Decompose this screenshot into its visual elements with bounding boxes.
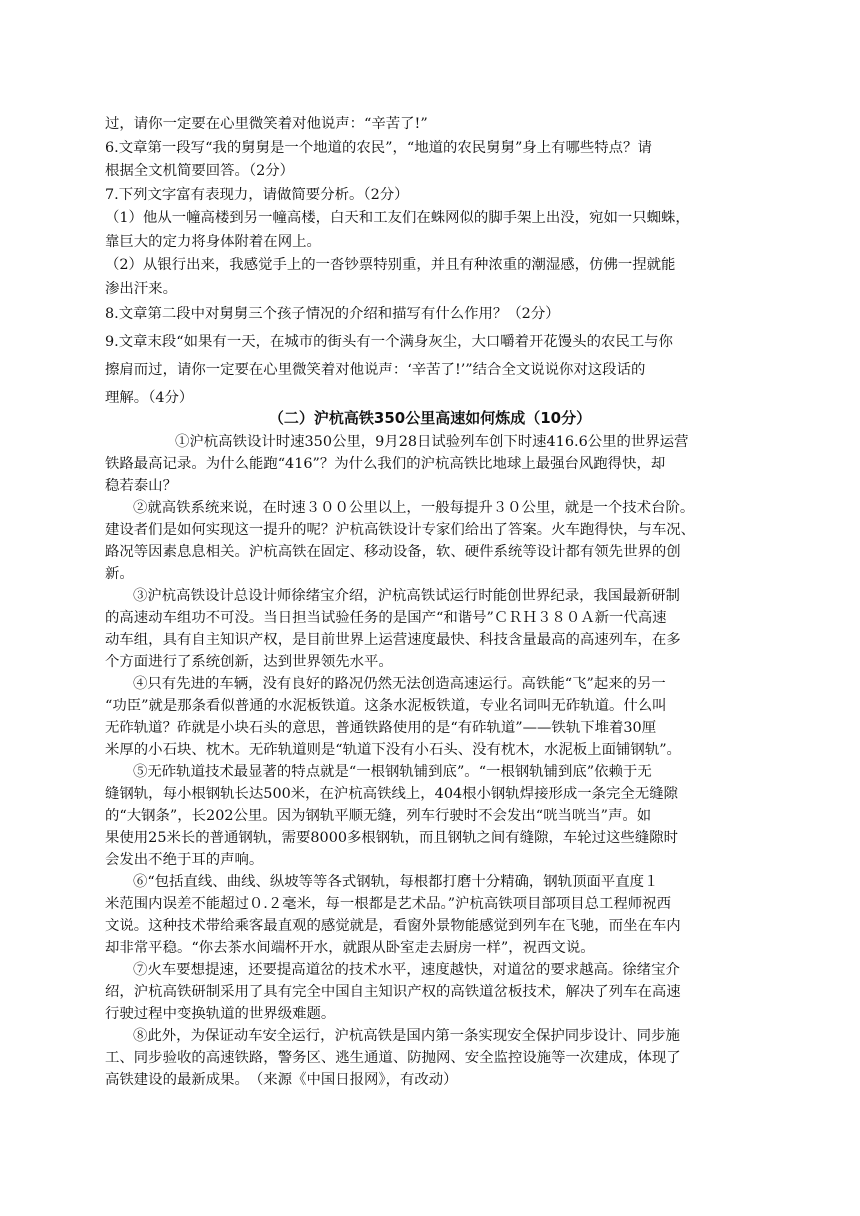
paragraph-7-line-1: ⑦火车要想提速，还要提高道岔的技术水平，速度越快，对道岔的要求越高。徐绪宝介 — [133, 962, 680, 978]
paragraph-3-line-4: 个方面进行了系统创新，达到世界领先水平。 — [105, 654, 393, 670]
question-7-1-line-2: 靠巨大的定力将身体附着在网上。 — [105, 233, 321, 250]
paragraph-7-line-3: 行驶过程中变换轨道的世界级难题。 — [105, 1006, 336, 1022]
question-6-line-2: 根据全文机简要回答。（2分） — [105, 163, 295, 179]
paragraph-4-line-3: 无砟轨道？砟就是小块石头的意思，普通铁路使用的是“有砟轨道”——铁轨下堆着30厘 — [105, 720, 657, 736]
paragraph-2-line-4: 新。 — [105, 566, 134, 582]
paragraph-2-line-2: 建设者们是如何实现这一提升的呢？沪杭高铁设计专家们给出了答案。火车跑得快，与车况、 — [105, 522, 696, 538]
paragraph-1-line-3: 稳若泰山？ — [105, 478, 177, 494]
question-7-1-line-1: （1）他从一幢高楼到另一幢高楼，白天和工友们在蛛网似的脚手架上出没，宛如一只蜘蛛， — [105, 210, 690, 226]
question-6-line-1: 6.文章第一段写“我的舅舅是一个地道的农民”，“地道的农民舅舅”身上有哪些特点？请 — [105, 139, 652, 156]
question-9-line-1: 9.文章末段“如果有一天，在城市的街头有一个满身灰尘，大口嚼着开花馒头的农民工与你 — [105, 334, 673, 350]
question-9-line-2: 擦肩而过，请你一定要在心里微笑着对他说声：‘辛苦了!’”结合全文说说你对这段话的 — [105, 362, 646, 378]
paragraph-4-line-2: “功臣”就是那条看似普通的水泥板铁道。这条水泥板铁道，专业名词叫无砟轨道。什么叫 — [105, 698, 667, 714]
paragraph-2-line-3: 路况等因素息息相关。沪杭高铁在固定、移动设备，软、硬件系统等设计都有领先世界的创 — [105, 544, 681, 560]
paragraph-5-line-4: 果使用25米长的普通钢轨，需要8000多根钢轨，而且钢轨之间有缝隙，车轮过这些缝隙时 — [105, 830, 678, 846]
paragraph-5-line-2: 缝钢轨，每小根钢轨长达500米，在沪杭高铁线上，404根小钢轨焊接形成一条完全无缝隙 — [105, 786, 678, 802]
paragraph-6-line-2: 米范围内误差不能超过０.２毫米，每一根都是艺术品。”沪杭高铁项目部项目总工程师祝西 — [105, 896, 671, 912]
paragraph-8-line-2: 工、同步验收的高速铁路，警务区、逃生通道、防抛网、安全监控设施等一次建成，体现了 — [105, 1050, 681, 1066]
paragraph-4-line-4: 米厚的小石块、枕木。无砟轨道则是“轨道下没有小石头、没有枕木，水泥板上面铺钢轨”。 — [105, 742, 681, 758]
questions-block — [105, 113, 755, 412]
paragraph-1-line-2: 铁路最高记录。为什么能跑“416”？为什么我们的沪杭高铁比地球上最强台风跑得快，却 — [105, 456, 666, 472]
paragraph-6-line-1: ⑥“包括直线、曲线、纵坡等等各式钢轨，每根都打磨十分精确，钢轨顶面平直度１ — [133, 874, 659, 890]
paragraph-8-line-3: 高铁建设的最新成果。 （来源《中国日报网》，有改动） — [105, 1072, 458, 1088]
paragraph-5-line-3: 的“大钢条”，长202公里。因为钢轨平顺无缝，列车行驶时不会发出“咣当咣当”声。如 — [105, 808, 652, 824]
question-9-line-3: 理解。（4分） — [105, 390, 194, 406]
paragraph-2-line-1: ②就高铁系统来说，在时速３００公里以上，一般每提升３０公里，就是一个技术台阶。 — [133, 500, 695, 516]
paragraph-1-line-1: ①沪杭高铁设计时速350公里，9月28日试验列车创下时速416.6公里的世界运营 — [175, 434, 689, 450]
section-title: （二）沪杭高铁350公里高速如何炼成（10分） — [268, 409, 592, 427]
paragraph-4-line-1: ④只有先进的车辆，没有良好的路况仍然无法创造高速运行。高铁能“飞”起来的另一 — [133, 676, 666, 692]
paragraph-8-line-1: ⑧此外，为保证动车安全运行，沪杭高铁是国内第一条实现安全保护同步设计、同步施 — [133, 1028, 680, 1044]
question-7-2-line-2: 渗出汗来。 — [105, 280, 177, 297]
paragraph-3-line-3: 动车组，具有自主知识产权，是目前世界上运营速度最快、科技含量最高的高速列车，在多 — [105, 632, 681, 648]
paragraph-6-line-4: 却非常平稳。“你去茶水间端杯开水，就跟从卧室走去厨房一样”，祝西文说。 — [105, 940, 595, 956]
question-7: 7.下列文字富有表现力，请做简要分析。（2分） — [105, 186, 409, 203]
question-8: 8.文章第二段中对舅舅三个孩子情况的介绍和描写有什么作用？（2分） — [105, 306, 560, 322]
paragraph-3-line-1: ③沪杭高铁设计总设计师徐绪宝介绍，沪杭高铁试运行时能创世界纪录，我国最新研制 — [133, 588, 680, 604]
question-5-tail: 过，请你一定要在心里微笑着对他说声：“辛苦了!” — [105, 116, 428, 132]
paragraph-6-line-3: 文说。这种技术带给乘客最直观的感觉就是，看窗外景物能感觉到列车在飞驰，而坐在车内 — [105, 918, 681, 934]
paragraph-7-line-2: 绍，沪杭高铁研制采用了具有完全中国自主知识产权的高铁道岔板技术，解决了列车在高速 — [105, 984, 681, 1000]
paragraph-5-line-1: ⑤无砟轨道技术最显著的特点就是“一根钢轨铺到底”。“一根钢轨铺到底”依赖于无 — [133, 764, 652, 780]
paragraph-3-line-2: 的高速动车组功不可没。当日担当试验任务的是国产“和谐号”ＣＲＨ３８０Ａ新一代高速 — [105, 610, 667, 626]
article-body — [105, 431, 755, 1091]
question-7-2-line-1: （2）从银行出来，我感觉手上的一沓钞票特别重，并且有种浓重的潮湿感，仿佛一捏就能 — [105, 257, 676, 273]
paragraph-5-line-5: 会发出不绝于耳的声响。 — [105, 852, 264, 868]
